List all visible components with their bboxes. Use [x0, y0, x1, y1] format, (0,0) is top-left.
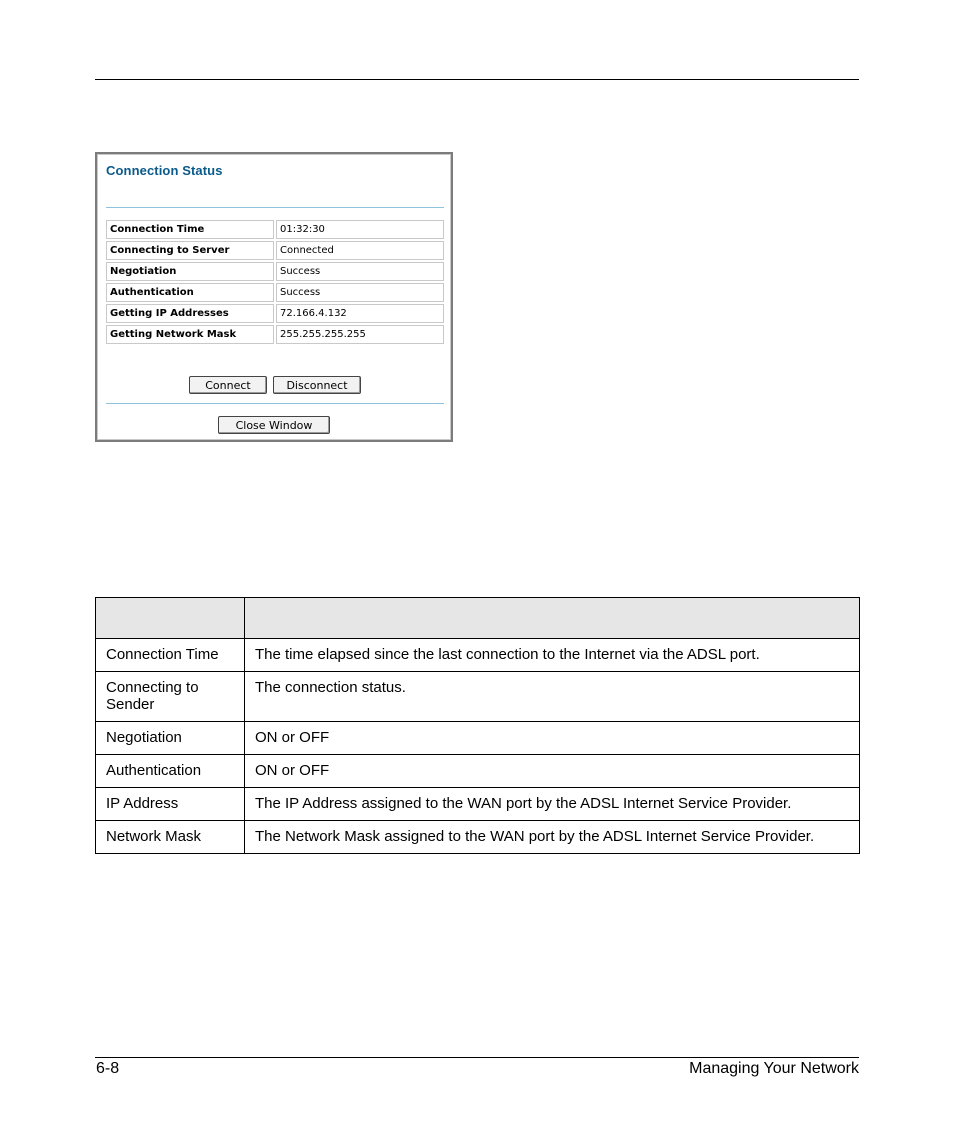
table-row: [106, 304, 444, 323]
column-header-item: [96, 598, 245, 639]
page-number: 6-8: [96, 1060, 120, 1077]
description-cell: ON or OFF: [245, 755, 860, 788]
row-value: Connected: [276, 241, 444, 260]
row-value: 255.255.255.255: [276, 325, 444, 344]
connect-button[interactable]: Connect: [189, 376, 267, 394]
table-row: [106, 325, 444, 344]
row-value: Success: [276, 262, 444, 281]
item-cell: Network Mask: [96, 821, 245, 854]
window-title: Connection Status: [106, 163, 223, 178]
table-row: [106, 262, 444, 281]
table-row: [106, 241, 444, 260]
item-cell: Connecting to Sender: [96, 672, 245, 722]
disconnect-button[interactable]: Disconnect: [273, 376, 361, 394]
table-row: [96, 639, 860, 672]
connection-status-window: [95, 152, 453, 442]
table-row: [96, 755, 860, 788]
connection-status-description-table: [95, 597, 860, 854]
item-cell: Connection Time: [96, 639, 245, 672]
row-label: Negotiation: [106, 262, 274, 281]
table-row: [106, 220, 444, 239]
description-cell: The Network Mask assigned to the WAN port by the ADSL Internet Service Provider.: [245, 821, 860, 854]
table-row: [96, 788, 860, 821]
footer-rule: [95, 1057, 859, 1058]
row-label: Connecting to Server: [106, 241, 274, 260]
description-cell: The IP Address assigned to the WAN port by the ADSL Internet Service Provider.: [245, 788, 860, 821]
description-cell: ON or OFF: [245, 722, 860, 755]
table-row: [96, 672, 860, 722]
row-value: 01:32:30: [276, 220, 444, 239]
button-separator: [106, 403, 444, 404]
row-value: 72.166.4.132: [276, 304, 444, 323]
table-row: [96, 821, 860, 854]
table-row: [96, 722, 860, 755]
description-cell: The time elapsed since the last connection to the Internet via the ADSL port.: [245, 639, 860, 672]
close-window-button[interactable]: Close Window: [218, 416, 330, 434]
description-cell: The connection status.: [245, 672, 860, 722]
chapter-title: Managing Your Network: [689, 1060, 859, 1077]
item-cell: Negotiation: [96, 722, 245, 755]
item-cell: IP Address: [96, 788, 245, 821]
row-label: Getting IP Addresses: [106, 304, 274, 323]
row-label: Authentication: [106, 283, 274, 302]
table-row: [106, 283, 444, 302]
header-rule: [95, 79, 859, 80]
title-separator: [106, 207, 444, 208]
status-table: [104, 218, 446, 346]
item-cell: Authentication: [96, 755, 245, 788]
row-label: Connection Time: [106, 220, 274, 239]
column-header-description: [245, 598, 860, 639]
row-value: Success: [276, 283, 444, 302]
table-header-row: [96, 598, 860, 639]
row-label: Getting Network Mask: [106, 325, 274, 344]
